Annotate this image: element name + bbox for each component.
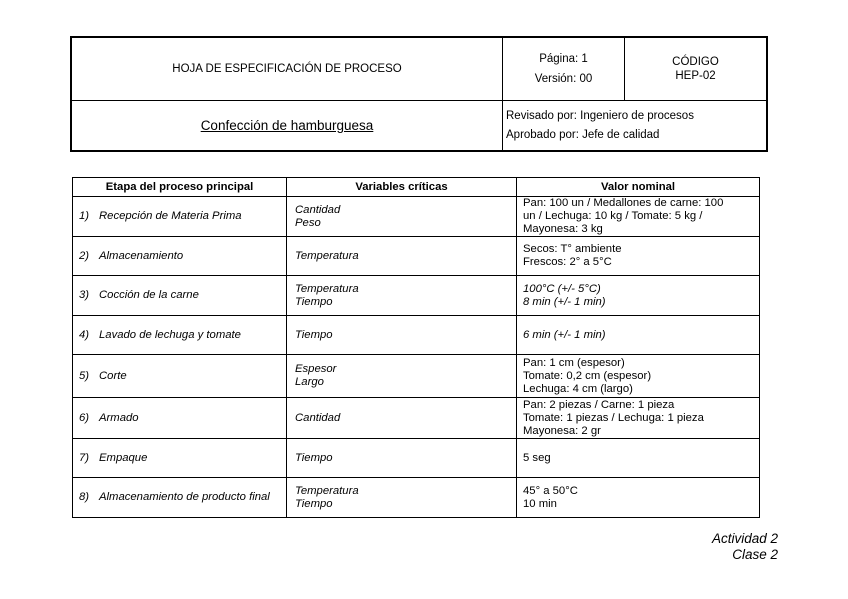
variable: Tiempo [295,451,333,464]
variables-cell [287,276,517,316]
stage-name: Recepción de Materia Prima [99,210,242,222]
page-version-cell [503,38,625,101]
stage-number: 2) [79,249,90,262]
nominal-value-line: 8 min (+/- 1 min) [523,295,606,308]
variable: Tiempo [295,328,333,341]
nominal-value-cell [517,197,760,237]
stage-number: 5) [79,369,90,382]
variables-cell [287,237,517,276]
approved-by: Aprobado por: Jefe de calidad [506,128,660,141]
activity-label: Actividad 2 [711,531,778,546]
column-header-variables: Variables críticas [287,178,517,197]
table-row [73,478,760,518]
reviewed-by: Revisado por: Ingeniero de procesos [506,109,694,122]
nominal-value-line: Tomate: 0,2 cm (espesor) [523,369,652,382]
approval-cell [503,101,766,150]
column-header-stage: Etapa del proceso principal [73,178,287,197]
stage-cell [73,197,287,237]
stage-number: 8) [79,491,90,503]
nominal-value-line: Secos: T° ambiente [523,243,622,255]
variable: Temperatura [295,249,359,262]
process-subtitle: Confección de hamburguesa [200,118,374,133]
stage-cell [73,478,287,518]
nominal-value-cell [517,398,760,439]
variable: Tiempo [295,497,333,510]
variables-cell [287,398,517,439]
nominal-value-line: Lechuga: 4 cm (largo) [523,382,633,395]
code-label: CÓDIGO [672,56,719,68]
activity-footer [712,531,778,563]
nominal-value-line: Frescos: 2° a 5°C [523,256,612,268]
stage-number: 3) [79,289,90,301]
nominal-value-cell [517,237,760,276]
nominal-value-line: 6 min (+/- 1 min) [523,328,606,341]
nominal-value-line: Mayonesa: 2 gr [523,424,601,437]
class-label: Clase 2 [732,547,778,562]
nominal-value-cell [517,316,760,355]
stage-name: Corte [99,369,127,382]
nominal-value-line: 100°C (+/- 5°C) [523,282,601,295]
variable: Largo [295,376,324,388]
stage-name: Armado [99,411,139,424]
code-value: HEP-02 [675,70,716,82]
nominal-value-line: un / Lechuga: 10 kg / Tomate: 5 kg / [523,210,703,222]
stage-cell [73,276,287,316]
nominal-value-line: Tomate: 1 piezas / Lechuga: 1 pieza [523,411,704,424]
nominal-value-line: 10 min [523,497,557,510]
table-row [73,355,760,398]
nominal-value-line: Pan: 1 cm (espesor) [523,356,625,369]
table-row [73,276,760,316]
variables-cell [287,316,517,355]
document-title-cell [72,38,503,101]
variable: Temperatura [295,484,359,497]
stage-number: 7) [79,451,90,464]
variable: Temperatura [295,282,359,295]
stage-name: Almacenamiento de producto final [99,491,270,503]
stage-number: 6) [79,411,90,424]
column-header-nominal-value: Valor nominal [517,178,760,197]
table-row [73,398,760,439]
document-title: HOJA DE ESPECIFICACIÓN DE PROCESO [172,63,402,75]
stage-cell [73,316,287,355]
page-number: Página: 1 [539,53,588,65]
variables-cell [287,478,517,518]
nominal-value-line: Pan: 100 un / Medallones de carne: 100 [523,197,724,209]
table-row [73,197,760,237]
variable: Cantidad [295,203,341,216]
stage-cell [73,237,287,276]
variable: Cantidad [295,411,341,424]
nominal-value-line: 45° a 50°C [523,484,578,497]
nominal-value-cell [517,355,760,398]
nominal-value-line: Pan: 2 piezas / Carne: 1 pieza [523,398,675,411]
variables-cell [287,197,517,237]
stage-cell [73,439,287,478]
process-table [72,177,760,518]
stage-number: 4) [79,328,90,341]
table-row [73,316,760,355]
stage-name: Cocción de la carne [99,289,199,301]
variable: Peso [295,216,321,229]
stage-name: Empaque [99,451,148,464]
nominal-value-cell [517,478,760,518]
stage-number: 1) [79,210,90,222]
nominal-value-line: 5 seg [523,451,551,464]
table-header-row [73,178,760,197]
variables-cell [287,439,517,478]
nominal-value-cell [517,439,760,478]
variable: Tiempo [295,295,333,308]
stage-cell [73,355,287,398]
variable: Espesor [295,363,337,375]
variables-cell [287,355,517,398]
nominal-value-line: Mayonesa: 3 kg [523,223,603,235]
table-row [73,237,760,276]
nominal-value-cell [517,276,760,316]
process-header [70,36,768,152]
stage-name: Almacenamiento [99,249,184,262]
stage-name: Lavado de lechuga y tomate [99,328,241,341]
stage-cell [73,398,287,439]
process-subtitle-cell [72,101,503,150]
table-row [73,439,760,478]
version-number: Versión: 00 [534,73,593,85]
code-cell [625,38,766,101]
